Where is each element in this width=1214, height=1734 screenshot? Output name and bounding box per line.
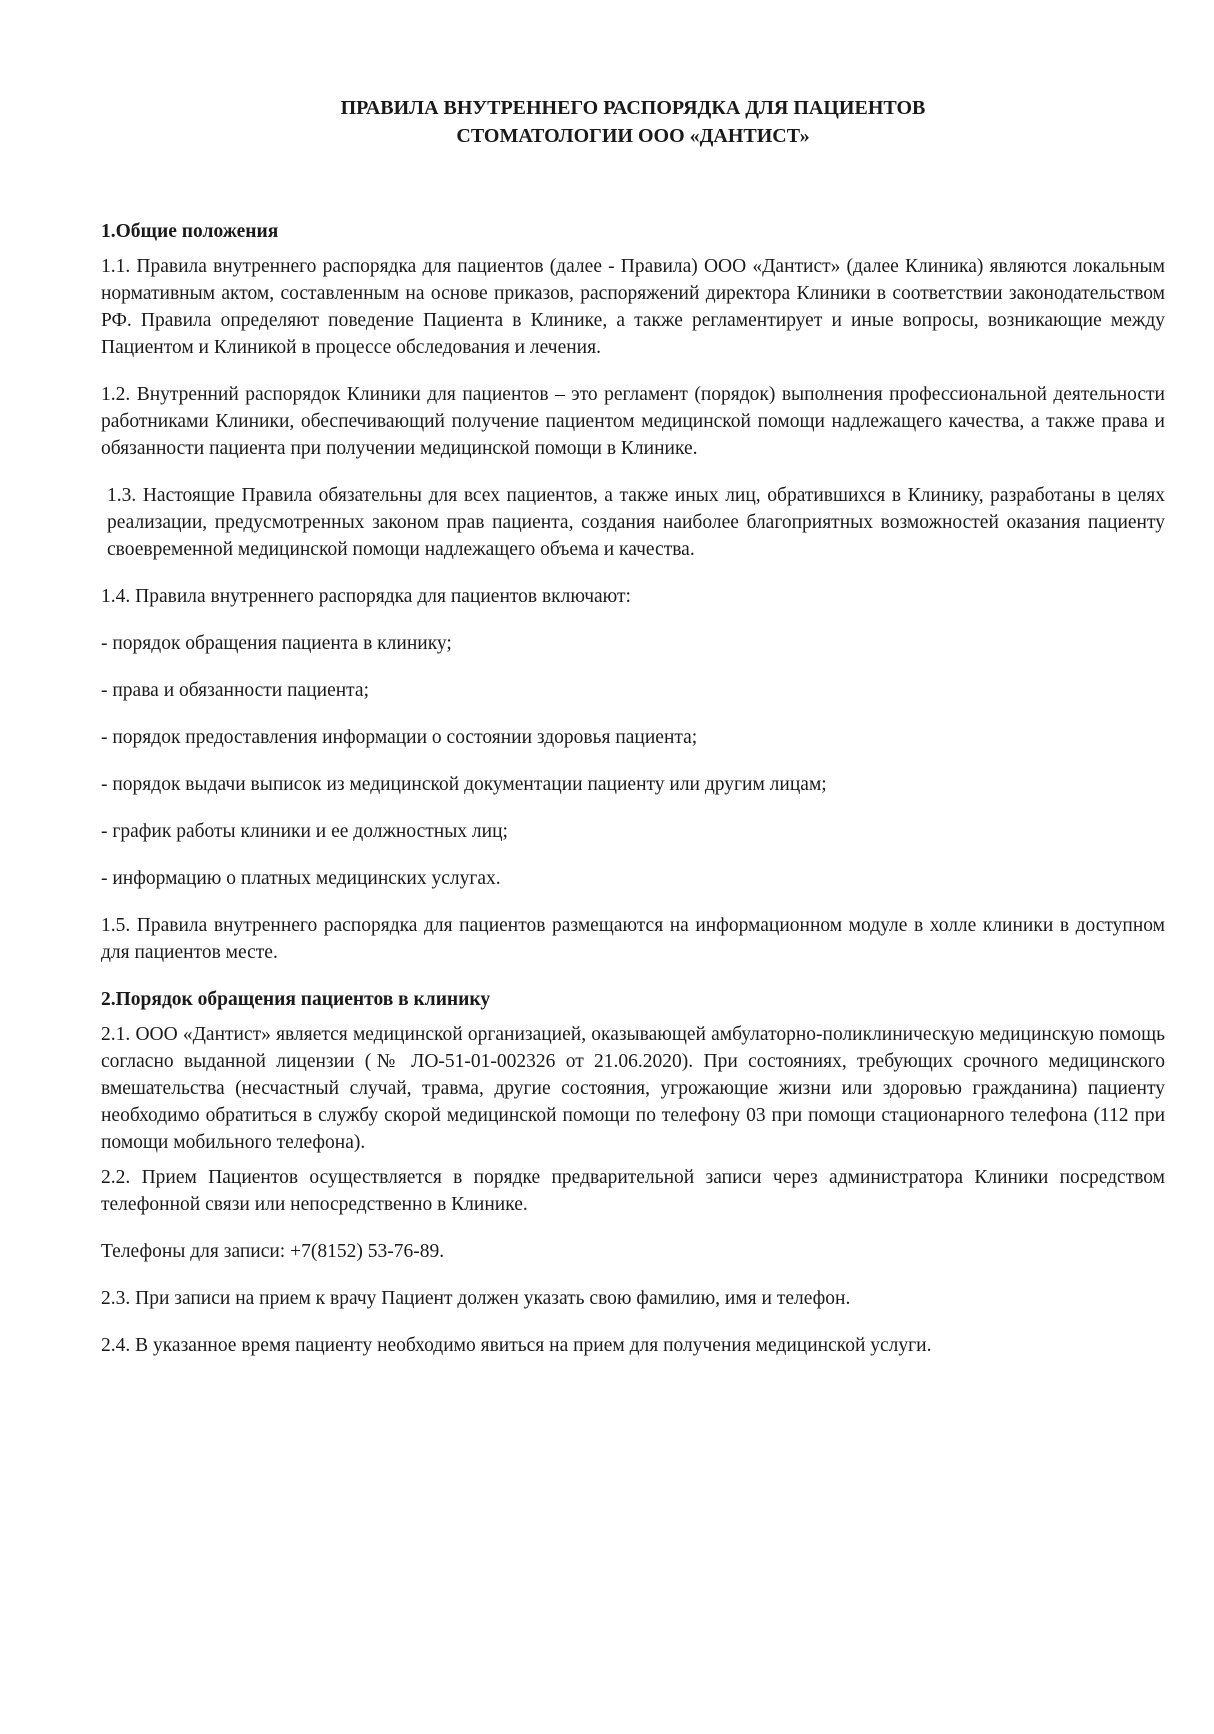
paragraph-1-1: 1.1. Правила внутреннего распорядка для пациентов (далее - Правила) ООО «Дантист» (далее Клиника) являются локальным нормативным актом, составленным на основе приказов, распоряжений директора Клиники в соответствии законодательством РФ. Правила определяют поведение Пациента в Клинике, а также регламентирует и иные вопросы, возникающие между Пациентом и Клиникой в процессе обследования и лечения.: [101, 256, 1165, 358]
paragraph-2-1: 2.1. ООО «Дантист» является медицинской организацией, оказывающей амбулаторно-поликлиническую медицинскую помощь согласно выданной лицензии (№ ЛО-51-01-002326 от 21.06.2020). При состояниях, требующих срочного медицинского вмешательства (несчастный случай, травма, другие состояния, угрожающие жизни или здоровью гражданина) пациенту необходимо обратиться в службу скорой медицинской помощи по телефону 03 при помощи стационарного телефона (112 при помощи мобильного телефона).: [101, 1024, 1165, 1153]
phones-line: Телефоны для записи: +7(8152) 53-76-89.: [101, 1241, 445, 1262]
list-item: - права и обязанности пациента;: [101, 680, 369, 701]
paragraph-1-2: 1.2. Внутренний распорядок Клиники для пациентов – это регламент (порядок) выполнения профессиональной деятельности работниками Клиники, обеспечивающий получение пациентом медицинской помощи надлежащего качества, а также права и обязанности пациента при получении медицинской помощи в Клинике.: [101, 384, 1165, 459]
document-title-line-2: СТОМАТОЛОГИИ ООО «ДАНТИСТ»: [456, 125, 810, 147]
section-2-heading: 2.Порядок обращения пациентов в клинику: [101, 989, 491, 1010]
document-page: [101, 94, 1165, 1359]
paragraph-2-3: 2.3. При записи на прием к врачу Пациент должен указать свою фамилию, имя и телефон.: [101, 1288, 851, 1309]
list-item: - порядок выдачи выписок из медицинской документации пациенту или другим лицам;: [101, 774, 827, 795]
document-title-line-1: ПРАВИЛА ВНУТРЕННЕГО РАСПОРЯДКА ДЛЯ ПАЦИЕНТОВ: [340, 97, 926, 119]
paragraph-2-2: 2.2. Прием Пациентов осуществляется в порядке предварительной записи через администратора Клиники посредством телефонной связи или непосредственно в Клинике.: [101, 1167, 1165, 1215]
paragraph-1-3: 1.3. Настоящие Правила обязательны для всех пациентов, а также иных лиц, обратившихся в Клинику, разработаны в целях реализации, предусмотренных законом прав пациента, создания наиболее благоприятных возможностей оказания пациенту своевременной медицинской помощи надлежащего объема и качества.: [107, 485, 1165, 560]
section-1-heading: 1.Общие положения: [101, 221, 279, 242]
spacer: [101, 150, 1165, 218]
list-item: - график работы клиники и ее должностных лиц;: [101, 821, 508, 842]
list-item: - порядок обращения пациента в клинику;: [101, 633, 452, 654]
paragraph-1-5: 1.5. Правила внутреннего распорядка для пациентов размещаются на информационном модуле в холле клиники в доступном для пациентов месте.: [101, 915, 1165, 963]
list-item: - информацию о платных медицинских услугах.: [101, 868, 501, 889]
list-item: - порядок предоставления информации о состоянии здоровья пациента;: [101, 727, 698, 748]
paragraph-2-4: 2.4. В указанное время пациенту необходимо явиться на прием для получения медицинской услуги.: [101, 1335, 932, 1356]
paragraph-1-4: 1.4. Правила внутреннего распорядка для пациентов включают:: [101, 586, 631, 607]
